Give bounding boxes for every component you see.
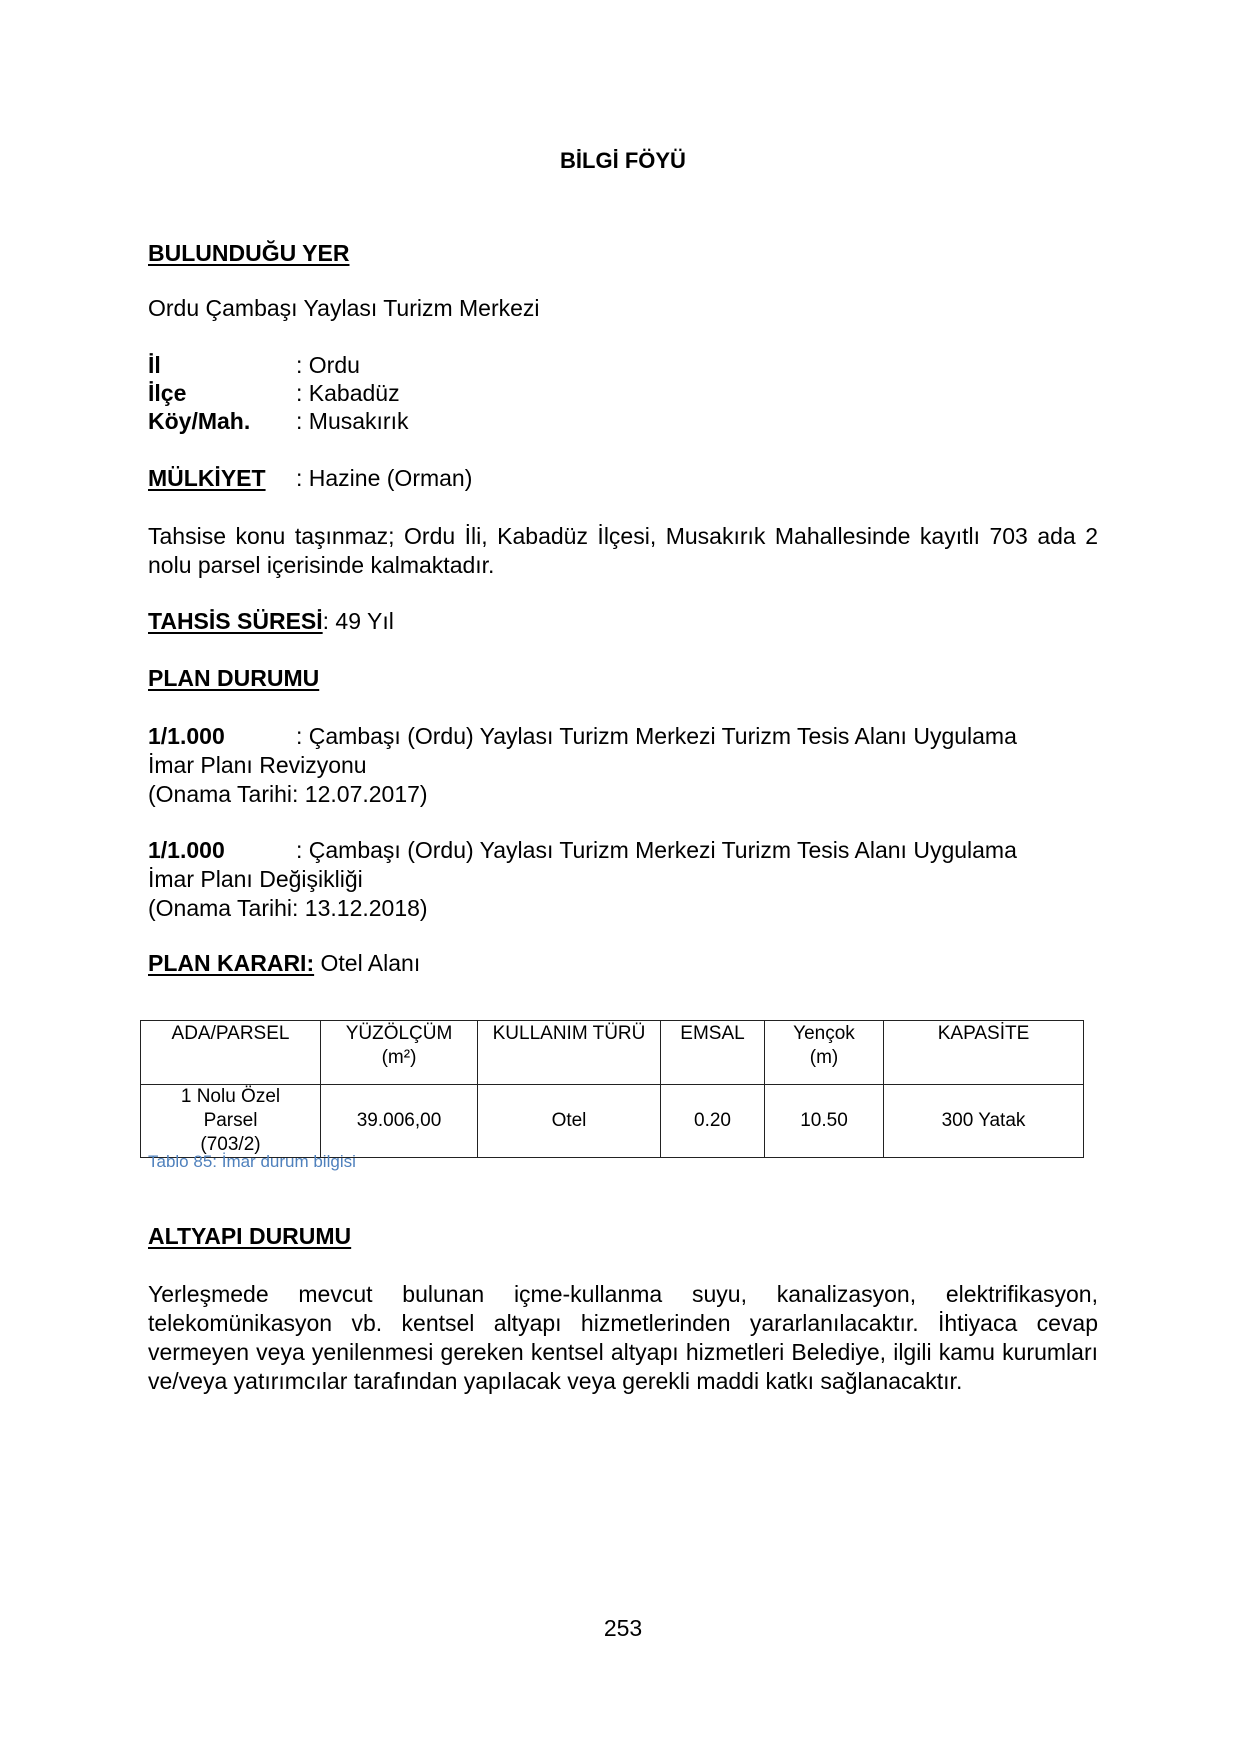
table-header-row xyxy=(141,1021,1084,1085)
field-koy-mah xyxy=(148,408,408,435)
zoning-table xyxy=(140,1020,1084,1158)
page-number: 253 xyxy=(603,1615,643,1641)
decision-value: Otel Alanı xyxy=(314,950,421,976)
plan-heading: PLAN DURUMU xyxy=(148,665,320,691)
ownership-description: Tahsise konu taşınmaz; Ordu İli, Kabadüz İlçesi, Musakırık Mahallesinde kayıtlı 703 ada 2 nolu parsel içerisinde kalmaktadır. xyxy=(148,523,1098,578)
field-value: : Musakırık xyxy=(296,408,409,434)
field-value: : Ordu xyxy=(296,352,360,378)
field-label: Köy/Mah. xyxy=(148,408,251,434)
location-heading: BULUNDUĞU YER xyxy=(148,240,350,266)
field-label: İlçe xyxy=(148,380,187,406)
plan-subtitle: İmar Planı Revizyonu xyxy=(148,752,367,778)
field-value: : Kabadüz xyxy=(296,380,400,406)
cell-capacity: 300 Yatak xyxy=(884,1085,1084,1158)
cell-usage: Otel xyxy=(478,1085,661,1158)
cell-emsal: 0.20 xyxy=(661,1085,765,1158)
plan-approval-date: (Onama Tarihi: 12.07.2017) xyxy=(148,781,428,807)
cell-parcel: 1 Nolu Özel Parsel (703/2) xyxy=(141,1085,321,1158)
location-name: Ordu Çambaşı Yaylası Turizm Merkezi xyxy=(148,295,540,321)
cell-area: 39.006,00 xyxy=(321,1085,478,1158)
plan-title: : Çambaşı (Ordu) Yaylası Turizm Merkezi Turizm Tesis Alanı Uygulama xyxy=(296,723,1017,749)
field-ilce xyxy=(148,380,400,407)
header-height: Yençok (m) xyxy=(765,1021,884,1085)
header-usage: KULLANIM TÜRÜ xyxy=(478,1021,661,1085)
allocation-line xyxy=(148,608,394,635)
field-il xyxy=(148,352,360,379)
ownership-value: : Hazine (Orman) xyxy=(296,465,473,491)
plan-scale: 1/1.000 xyxy=(148,837,225,863)
cell-height: 10.50 xyxy=(765,1085,884,1158)
plan-subtitle: İmar Planı Değişikliği xyxy=(148,866,363,892)
plan-item xyxy=(148,722,1017,809)
table-row xyxy=(141,1085,1084,1158)
decision-line xyxy=(148,950,420,977)
field-label: İl xyxy=(148,352,161,378)
table-caption: Tablo 85: İmar durum bilgisi xyxy=(148,1152,356,1171)
header-parcel: ADA/PARSEL xyxy=(141,1021,321,1085)
plan-title: : Çambaşı (Ordu) Yaylası Turizm Merkezi Turizm Tesis Alanı Uygulama xyxy=(296,837,1017,863)
allocation-value: : 49 Yıl xyxy=(322,608,394,634)
plan-approval-date: (Onama Tarihi: 13.12.2018) xyxy=(148,895,428,921)
infrastructure-heading: ALTYAPI DURUMU xyxy=(148,1223,352,1249)
header-capacity: KAPASİTE xyxy=(884,1021,1084,1085)
ownership-line xyxy=(148,465,472,492)
infrastructure-text: Yerleşmede mevcut bulunan içme-kullanma suyu, kanalizasyon, elektrifikasyon, telekomünikasyon vb. kentsel altyapı hizmetlerinden yararlanılacaktır. İhtiyaca cevap vermeyen veya yenilenmesi gereken kentsel altyapı hizmetleri Belediye, ilgili kamu kurumları ve/veya yatırımcılar tarafından yapılacak veya gerekli maddi katkı sağlanacaktır. xyxy=(148,1281,1098,1394)
document-title: BİLGİ FÖYÜ xyxy=(560,148,686,173)
allocation-heading: TAHSİS SÜRESİ xyxy=(148,608,323,634)
ownership-heading: MÜLKİYET xyxy=(148,465,266,491)
plan-item xyxy=(148,836,1017,923)
decision-heading: PLAN KARARI: xyxy=(148,950,315,976)
plan-scale: 1/1.000 xyxy=(148,723,225,749)
header-area: YÜZÖLÇÜM (m²) xyxy=(321,1021,478,1085)
header-emsal: EMSAL xyxy=(661,1021,765,1085)
